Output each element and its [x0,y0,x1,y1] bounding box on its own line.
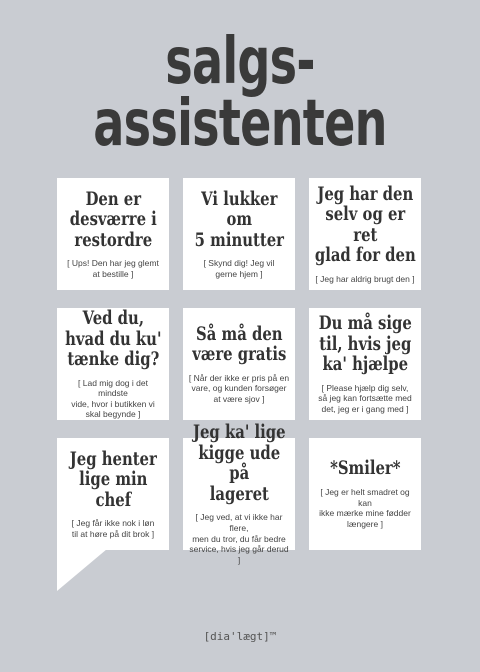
quote-card [309,438,421,550]
quote-note: [ Når der ikke er pris på en vare, og kunden forsøger at være sjov ] [188,372,290,404]
quote-note: [ Please hjælp dig selv, så jeg kan fortsætte med det, jeg er i gang med ] [318,382,412,415]
quote-card [309,178,421,290]
quote-note: [ Skynd dig! Jeg vil gerne hjem ] [203,258,275,279]
quote-card [183,421,295,565]
quote-heading: Så må den være gratis [191,322,287,366]
poster-title-line-2: assistenten [93,87,387,161]
quote-heading: Jeg ka' lige kigge ude på lageret [192,421,286,505]
poster-title-line-1: salgs- [165,25,315,99]
quote-heading: Jeg henter lige min chef [69,447,157,511]
quote-note: [ Jeg får ikke nok i løn til at høre på dit brok ] [71,518,155,539]
quote-heading: Jeg har den selv og er ret glad for den [314,182,416,267]
quote-card [183,178,295,290]
quote-card [57,308,169,420]
quote-card [57,178,169,290]
quote-note: [ Jeg ved, at vi ikke har flere, men du tror, du får bedre service, hvis jeg går derud ] [189,512,289,565]
brand-logo: [dia'lægt]™ [203,630,277,643]
quote-heading: Vi lukker om 5 minutter [194,187,284,251]
quote-card [183,308,295,420]
quote-note: [ Ups! Den har jeg glemt at bestille ] [67,258,159,279]
quote-note: [ Jeg har aldrig brugt den ] [315,273,415,284]
quote-card [309,308,421,420]
quote-heading: Ved du, hvad du ku' tænke dig? [64,306,162,371]
quote-card [57,438,169,550]
quote-heading: Den er desværre i restordre [69,187,157,251]
quote-note: [ Lad mig dog i det mindste vide, hvor i butikken vi skal begynde ] [71,377,155,420]
speech-bubble-tail [57,549,107,591]
quote-note: [ Jeg er helt smadret og kan ikke mærke mine fødder længere ] [319,487,411,529]
quote-heading: Du må sige til, hvis jeg ka' hjælpe [318,312,412,376]
quote-heading: *Smiler* [329,457,401,480]
